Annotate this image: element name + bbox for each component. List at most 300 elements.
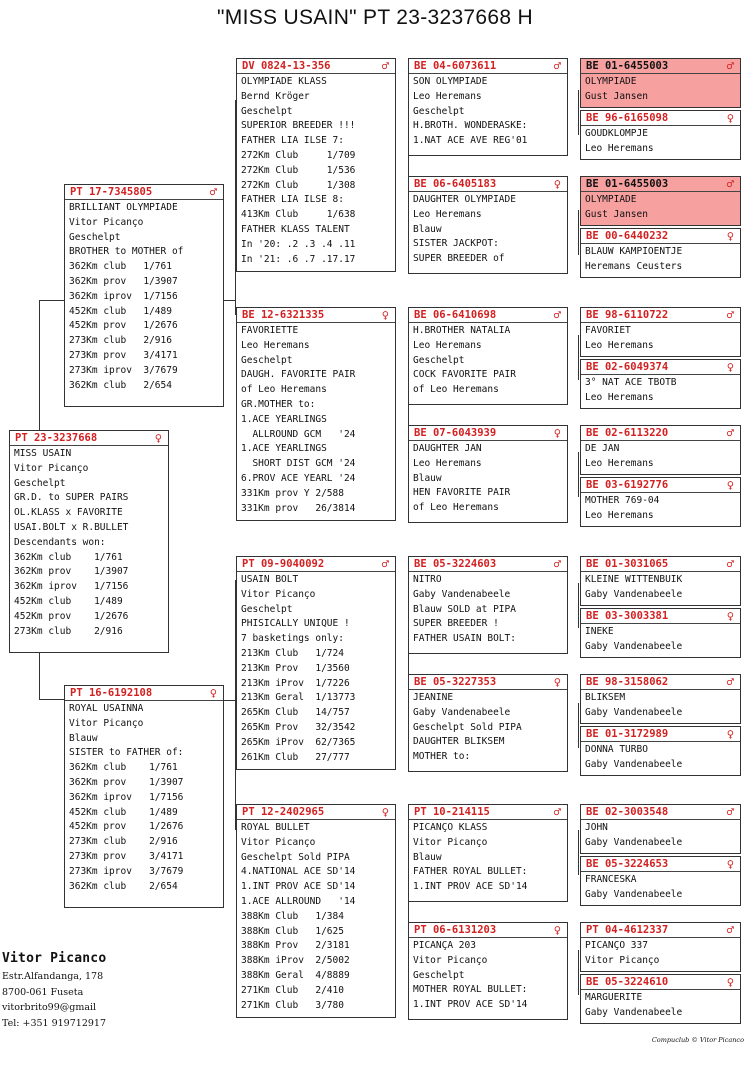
pedigree-card-mm [236, 804, 396, 1018]
text-line: INEKE [585, 626, 614, 637]
card-header [581, 229, 740, 244]
text-line: 362Km club 1/761 [69, 261, 172, 273]
text-line: 362Km club 2/654 [69, 379, 172, 391]
ring-number: DV 0824-13-356 [242, 60, 331, 72]
card-text [581, 441, 740, 472]
sex-icon: ♂ [726, 805, 734, 819]
ring-number: PT 04-4612337 [586, 924, 669, 936]
connector-line [578, 90, 579, 135]
card-header [409, 923, 567, 938]
card-header [581, 557, 740, 572]
pedigree-card-mother [64, 685, 224, 908]
sex-icon: ♀ [726, 609, 734, 623]
card-header [65, 686, 223, 701]
pedigree-card-g3 [580, 176, 741, 226]
text-line: 452Km club 1/489 [69, 305, 172, 317]
text-line: OLYMPIADE [585, 76, 637, 87]
card-header [409, 675, 567, 690]
card-text [581, 742, 740, 773]
connector-line [39, 699, 65, 700]
ring-number: BE 05-3224603 [414, 558, 497, 570]
text-line: DAUGHTER OLYMPIADE [413, 194, 516, 205]
card-header [409, 557, 567, 572]
pedigree-card-g11 [580, 674, 741, 724]
text-line: Geschelpt [14, 477, 66, 489]
text-line: 388Km Club 1/625 [241, 925, 344, 937]
card-text [409, 690, 567, 765]
ring-number: PT 16-6192108 [70, 687, 153, 699]
text-line: 271Km Club 3/780 [241, 999, 344, 1011]
text-line: NITRO [413, 574, 442, 585]
text-line: Leo Heremans [241, 339, 310, 351]
sex-icon: ♀ [726, 727, 734, 741]
pedigree-card-mmm [408, 922, 568, 1020]
text-line: Blauw [413, 851, 442, 863]
pedigree-title: "MISS USAIN" PT 23-3237668 H [217, 6, 533, 29]
pedigree-card-fff [408, 58, 568, 156]
pedigree-card-g15 [580, 922, 741, 972]
ring-number: BE 05-3224610 [586, 976, 669, 988]
connector-line [39, 652, 40, 699]
connector-line [39, 300, 40, 432]
card-text [581, 375, 740, 406]
text-line: 4.NATIONAL ACE SD'14 [241, 866, 356, 878]
text-line: ALLROUND GCM '24 [241, 428, 356, 440]
owner-address [2, 969, 106, 1031]
text-line: FATHER LIA ILSE 8: [241, 194, 344, 206]
ring-number: BE 02-6049374 [586, 361, 669, 373]
text-line: Leo Heremans [413, 457, 482, 469]
card-header [237, 308, 395, 323]
pedigree-card-fm [236, 307, 396, 521]
text-line: 1.ACE ALLROUND '14 [241, 895, 356, 907]
card-text [581, 872, 740, 903]
text-line: 6.PROV ACE YEARL '24 [241, 472, 356, 484]
sex-icon: ♂ [553, 805, 561, 819]
pedigree-card-g5 [580, 307, 741, 357]
text-line: 362Km club 1/761 [69, 762, 178, 774]
card-text [409, 820, 567, 895]
sex-icon: ♀ [726, 975, 734, 989]
ring-number: PT 12-2402965 [242, 806, 325, 818]
card-header [409, 177, 567, 192]
text-line: of Leo Heremans [241, 384, 327, 396]
text-line: Blauw [69, 732, 98, 744]
pedigree-card-mfm [408, 674, 568, 772]
text-line: vitorbrito99@gmail [2, 1002, 97, 1013]
text-line: Leo Heremans [413, 208, 482, 220]
card-header [581, 478, 740, 493]
pedigree-card-g1 [580, 58, 741, 108]
pedigree-card-mmf [408, 804, 568, 902]
ring-number: BE 01-3172989 [586, 728, 669, 740]
pedigree-card-mff [408, 556, 568, 654]
pedigree-card-ffm [408, 176, 568, 274]
card-text [581, 690, 740, 721]
text-line: Geschelpt [241, 603, 293, 615]
card-header [581, 805, 740, 820]
card-header [581, 857, 740, 872]
ring-number: BE 05-3224653 [586, 858, 669, 870]
text-line: GOUDKLOMPJE [585, 128, 648, 139]
ring-number: PT 06-6131203 [414, 924, 497, 936]
text-line: Tel: +351 919712917 [2, 1017, 106, 1029]
text-line: 7 basketings only: [241, 633, 344, 645]
text-line: FATHER LIA ILSE 7: [241, 135, 344, 147]
card-text [409, 192, 567, 267]
ring-number: BE 03-3003381 [586, 610, 669, 622]
text-line: JOHN [585, 822, 608, 833]
text-line: 1.ACE YEARLINGS [241, 413, 327, 425]
text-line: Leo Heremans [585, 391, 654, 403]
text-line: 362Km iprov 1/7156 [14, 581, 129, 593]
connector-line [224, 700, 236, 701]
connector-line [578, 950, 579, 995]
sex-icon: ♂ [726, 177, 734, 191]
card-header [237, 59, 395, 74]
text-line: USAI.BOLT x R.BULLET [14, 521, 129, 533]
sex-icon: ♂ [726, 308, 734, 322]
text-line: PHISICALLY UNIQUE ! [241, 618, 350, 630]
text-line: MARGUERITE [585, 992, 643, 1003]
text-line: Blauw [413, 472, 442, 484]
text-line: 362Km prov 1/3907 [69, 275, 178, 287]
sex-icon: ♀ [381, 308, 389, 322]
card-header [237, 557, 395, 572]
card-text [581, 323, 740, 354]
ring-number: BE 96-6165098 [586, 112, 669, 124]
card-text [237, 323, 395, 516]
text-line: Vitor Picanço [241, 836, 316, 848]
ring-number: BE 02-6113220 [586, 427, 669, 439]
text-line: FATHER USAIN BOLT: [413, 633, 516, 645]
text-line: 362Km iprov 1/7156 [69, 290, 178, 302]
card-text [409, 572, 567, 647]
text-line: 273Km prov 3/4171 [69, 850, 184, 862]
sex-icon: ♀ [726, 478, 734, 492]
text-line: 3° NAT ACE TBOTB [585, 377, 677, 388]
pedigree-card-g13 [580, 804, 741, 854]
sex-icon: ♂ [726, 426, 734, 440]
card-text [581, 820, 740, 851]
text-line: BLAUW KAMPIOENTJE [585, 246, 683, 257]
sex-icon: ♂ [553, 59, 561, 73]
pedigree-card-father [64, 184, 224, 407]
sex-icon: ♀ [154, 431, 162, 445]
text-line: 452Km club 1/489 [14, 595, 123, 607]
card-header [581, 609, 740, 624]
pedigree-card-g8 [580, 477, 741, 527]
pedigree-card-g10 [580, 608, 741, 658]
text-line: Vitor Picanço [413, 954, 488, 966]
text-line: Vitor Picanço [14, 462, 89, 474]
connector-line [39, 300, 65, 301]
ring-number: BE 01-6455003 [586, 178, 669, 190]
card-text [581, 624, 740, 655]
text-line: Geschelpt [241, 354, 293, 366]
pedigree-card-g7 [580, 425, 741, 475]
ring-number: BE 05-3227353 [414, 676, 497, 688]
text-line: Leo Heremans [585, 509, 654, 521]
text-line: 331Km prov 26/3814 [241, 502, 356, 514]
ring-number: BE 07-6043939 [414, 427, 497, 439]
text-line: FAVORIETTE [241, 325, 299, 336]
card-text [237, 820, 395, 1013]
text-line: 452Km club 1/489 [69, 806, 178, 818]
card-text [10, 446, 168, 639]
text-line: Geschelpt Sold PIPA [413, 721, 522, 733]
text-line: Gaby Vandenabeele [585, 758, 683, 770]
text-line: Descendants won: [14, 536, 106, 548]
text-line: COCK FAVORITE PAIR [413, 369, 516, 381]
sex-icon: ♂ [209, 185, 217, 199]
text-line: GR.MOTHER to: [241, 398, 316, 410]
text-line: Vitor Picanço [413, 836, 488, 848]
card-header [581, 975, 740, 990]
card-header [581, 426, 740, 441]
card-header [10, 431, 168, 446]
ring-number: BE 04-6073611 [414, 60, 497, 72]
text-line: Bernd Kröger [241, 90, 310, 102]
text-line: Gaby Vandenabeele [585, 640, 683, 652]
text-line: SISTER to FATHER of: [69, 747, 184, 759]
card-header [581, 111, 740, 126]
pedigree-card-g14 [580, 856, 741, 906]
card-text [581, 126, 740, 157]
text-line: Gaby Vandenabeele [413, 706, 511, 718]
text-line: PICANÇO 337 [585, 940, 648, 951]
sex-icon: ♂ [381, 59, 389, 73]
text-line: SHORT DIST GCM '24 [241, 458, 356, 470]
connector-line [578, 210, 579, 255]
text-line: 388Km iProv 2/5002 [241, 955, 350, 967]
pedigree-card-g9 [580, 556, 741, 606]
pedigree-card-g4 [580, 228, 741, 278]
card-text [409, 323, 567, 398]
card-header [409, 308, 567, 323]
sex-icon: ♂ [726, 59, 734, 73]
text-line: 362Km prov 1/3907 [69, 776, 184, 788]
text-line: FAVORIET [585, 325, 631, 336]
ring-number: PT 23-3237668 [15, 432, 98, 444]
text-line: USAIN BOLT [241, 574, 299, 585]
sex-icon: ♀ [553, 426, 561, 440]
text-line: ROYAL USAINNA [69, 703, 144, 714]
pedigree-card-g2 [580, 110, 741, 160]
text-line: of Leo Heremans [413, 384, 499, 396]
text-line: MOTHER 769-04 [585, 495, 660, 506]
text-line: Blauw SOLD at PIPA [413, 603, 516, 615]
text-line: Gust Jansen [585, 90, 648, 102]
text-line: 362Km prov 1/3907 [14, 566, 129, 578]
pedigree-card-g16 [580, 974, 741, 1024]
text-line: KLEINE WITTENBUIK [585, 574, 683, 585]
card-text [581, 74, 740, 105]
text-line: FATHER ROYAL BULLET: [413, 866, 528, 878]
card-text [581, 493, 740, 524]
sex-icon: ♀ [553, 177, 561, 191]
text-line: GR.D. to SUPER PAIRS [14, 492, 129, 504]
card-text [581, 244, 740, 275]
ring-number: BE 06-6410698 [414, 309, 497, 321]
text-line: H.BROTHER NATALIA [413, 325, 511, 336]
pedigree-card-g12 [580, 726, 741, 776]
connector-line [578, 583, 579, 628]
text-line: 273Km iprov 3/7679 [69, 865, 184, 877]
text-line: Vitor Picanço [69, 216, 144, 228]
text-line: HEN FAVORITE PAIR [413, 487, 511, 499]
ring-number: PT 10-214115 [414, 806, 490, 818]
text-line: MOTHER ROYAL BULLET: [413, 984, 528, 996]
text-line: BROTHER to MOTHER of [69, 246, 184, 258]
ring-number: BE 98-6110722 [586, 309, 669, 321]
text-line: Gaby Vandenabeele [585, 706, 683, 718]
text-line: Geschelpt [413, 354, 465, 366]
sex-icon: ♀ [209, 686, 217, 700]
text-line: 388Km Club 1/384 [241, 910, 344, 922]
text-line: SUPER BREEDER ! [413, 618, 499, 630]
text-line: Leo Heremans [585, 457, 654, 469]
text-line: 265Km Prov 32/3542 [241, 721, 356, 733]
card-text [65, 701, 223, 894]
card-header [409, 426, 567, 441]
card-text [237, 74, 395, 267]
ring-number: PT 09-9040092 [242, 558, 325, 570]
text-line: DONNA TURBO [585, 744, 648, 755]
card-header [581, 59, 740, 74]
text-line: 388Km Geral 4/8889 [241, 969, 350, 981]
text-line: BLIKSEM [585, 692, 626, 703]
text-line: Gaby Vandenabeele [585, 588, 683, 600]
text-line: Gaby Vandenabeele [585, 888, 683, 900]
software-credit: Compuclub © Vitor Picanco [651, 1036, 744, 1044]
card-text [65, 200, 223, 393]
pedigree-card-mf [236, 556, 396, 770]
text-line: 213Km iProv 1/7226 [241, 677, 350, 689]
text-line: OL.KLASS x FAVORITE [14, 507, 123, 519]
text-line: 273Km iprov 3/7679 [69, 364, 178, 376]
sex-icon: ♀ [726, 229, 734, 243]
pedigree-card-subject [9, 430, 169, 653]
text-line: MOTHER to: [413, 751, 471, 763]
text-line: DE JAN [585, 443, 620, 454]
text-line: 1.INT PROV ACE SD'14 [241, 881, 356, 893]
text-line: PICANÇO KLASS [413, 822, 488, 833]
sex-icon: ♂ [726, 557, 734, 571]
ring-number: BE 12-6321335 [242, 309, 325, 321]
text-line: DAUGH. FAVORITE PAIR [241, 369, 356, 381]
text-line: Vitor Picanço [69, 717, 144, 729]
text-line: 1.ACE YEARLINGS [241, 443, 327, 455]
text-line: 362Km iprov 1/7156 [69, 791, 184, 803]
card-header [581, 308, 740, 323]
text-line: MISS USAIN [14, 448, 72, 459]
text-line: 271Km Club 2/410 [241, 984, 344, 996]
text-line: 272Km Club 1/308 [241, 179, 356, 191]
sex-icon: ♀ [553, 923, 561, 937]
text-line: Gaby Vandenabeele [413, 588, 511, 600]
text-line: DAUGHTER JAN [413, 443, 482, 454]
sex-icon: ♂ [553, 557, 561, 571]
card-text [581, 192, 740, 223]
sex-icon: ♂ [553, 308, 561, 322]
text-line: 272Km Club 1/709 [241, 149, 356, 161]
card-header [237, 805, 395, 820]
ring-number: BE 01-6455003 [586, 60, 669, 72]
text-line: SON OLYMPIADE [413, 76, 488, 87]
text-line: 413Km Club 1/638 [241, 209, 356, 221]
text-line: FATHER KLASS TALENT [241, 223, 350, 235]
text-line: 452Km prov 1/2676 [14, 610, 129, 622]
text-line: 273Km club 2/916 [14, 625, 123, 637]
text-line: In '20: .2 .3 .4 .11 [241, 238, 356, 250]
text-line: 213Km Prov 1/3560 [241, 662, 350, 674]
text-line: Vitor Picanço [241, 588, 316, 600]
sex-icon: ♂ [726, 923, 734, 937]
text-line: Gaby Vandenabeele [585, 836, 683, 848]
sex-icon: ♀ [381, 805, 389, 819]
text-line: 452Km prov 1/2676 [69, 320, 178, 332]
text-line: 362Km club 1/761 [14, 551, 123, 563]
text-line: Leo Heremans [585, 339, 654, 351]
text-line: Blauw [413, 223, 442, 235]
text-line: Heremans Ceusters [585, 260, 683, 272]
text-line: 213Km Geral 1/13773 [241, 692, 356, 704]
card-text [581, 572, 740, 603]
card-header [65, 185, 223, 200]
text-line: H.BROTH. WONDERASKE: [413, 120, 528, 132]
sex-icon: ♀ [553, 675, 561, 689]
pedigree-card-g6 [580, 359, 741, 409]
card-header [409, 59, 567, 74]
text-line: of Leo Heremans [413, 502, 499, 514]
card-header [581, 923, 740, 938]
sex-icon: ♀ [726, 111, 734, 125]
text-line: 8700-061 Fuseta [2, 986, 84, 998]
text-line: Geschelpt Sold PIPA [241, 851, 350, 863]
card-header [581, 675, 740, 690]
text-line: 362Km club 2/654 [69, 880, 178, 892]
card-text [409, 441, 567, 516]
pedigree-card-fmf [408, 307, 568, 405]
text-line: JEANINE [413, 692, 454, 703]
connector-line [578, 830, 579, 875]
text-line: BRILLIANT OLYMPIADE [69, 202, 178, 213]
text-line: Geschelpt [241, 105, 293, 117]
pedigree-card-fmm [408, 425, 568, 523]
card-header [581, 360, 740, 375]
text-line: 265Km iProv 62/7365 [241, 736, 356, 748]
ring-number: BE 01-3031065 [586, 558, 669, 570]
text-line: Leo Heremans [413, 339, 482, 351]
ring-number: BE 00-6440232 [586, 230, 669, 242]
ring-number: BE 02-3003548 [586, 806, 669, 818]
text-line: 273Km club 2/916 [69, 836, 178, 848]
card-text [237, 572, 395, 765]
card-text [409, 938, 567, 1013]
sex-icon: ♀ [726, 857, 734, 871]
text-line: Leo Heremans [585, 142, 654, 154]
text-line: 261Km Club 27/777 [241, 751, 350, 763]
text-line: In '21: .6 .7 .17.17 [241, 253, 356, 265]
text-line: 272Km Club 1/536 [241, 164, 356, 176]
text-line: ROYAL BULLET [241, 822, 310, 833]
ring-number: PT 17-7345805 [70, 186, 153, 198]
text-line: Gaby Vandenabeele [585, 1006, 683, 1018]
text-line: 273Km prov 3/4171 [69, 349, 178, 361]
card-header [581, 177, 740, 192]
connector-line [224, 300, 236, 301]
